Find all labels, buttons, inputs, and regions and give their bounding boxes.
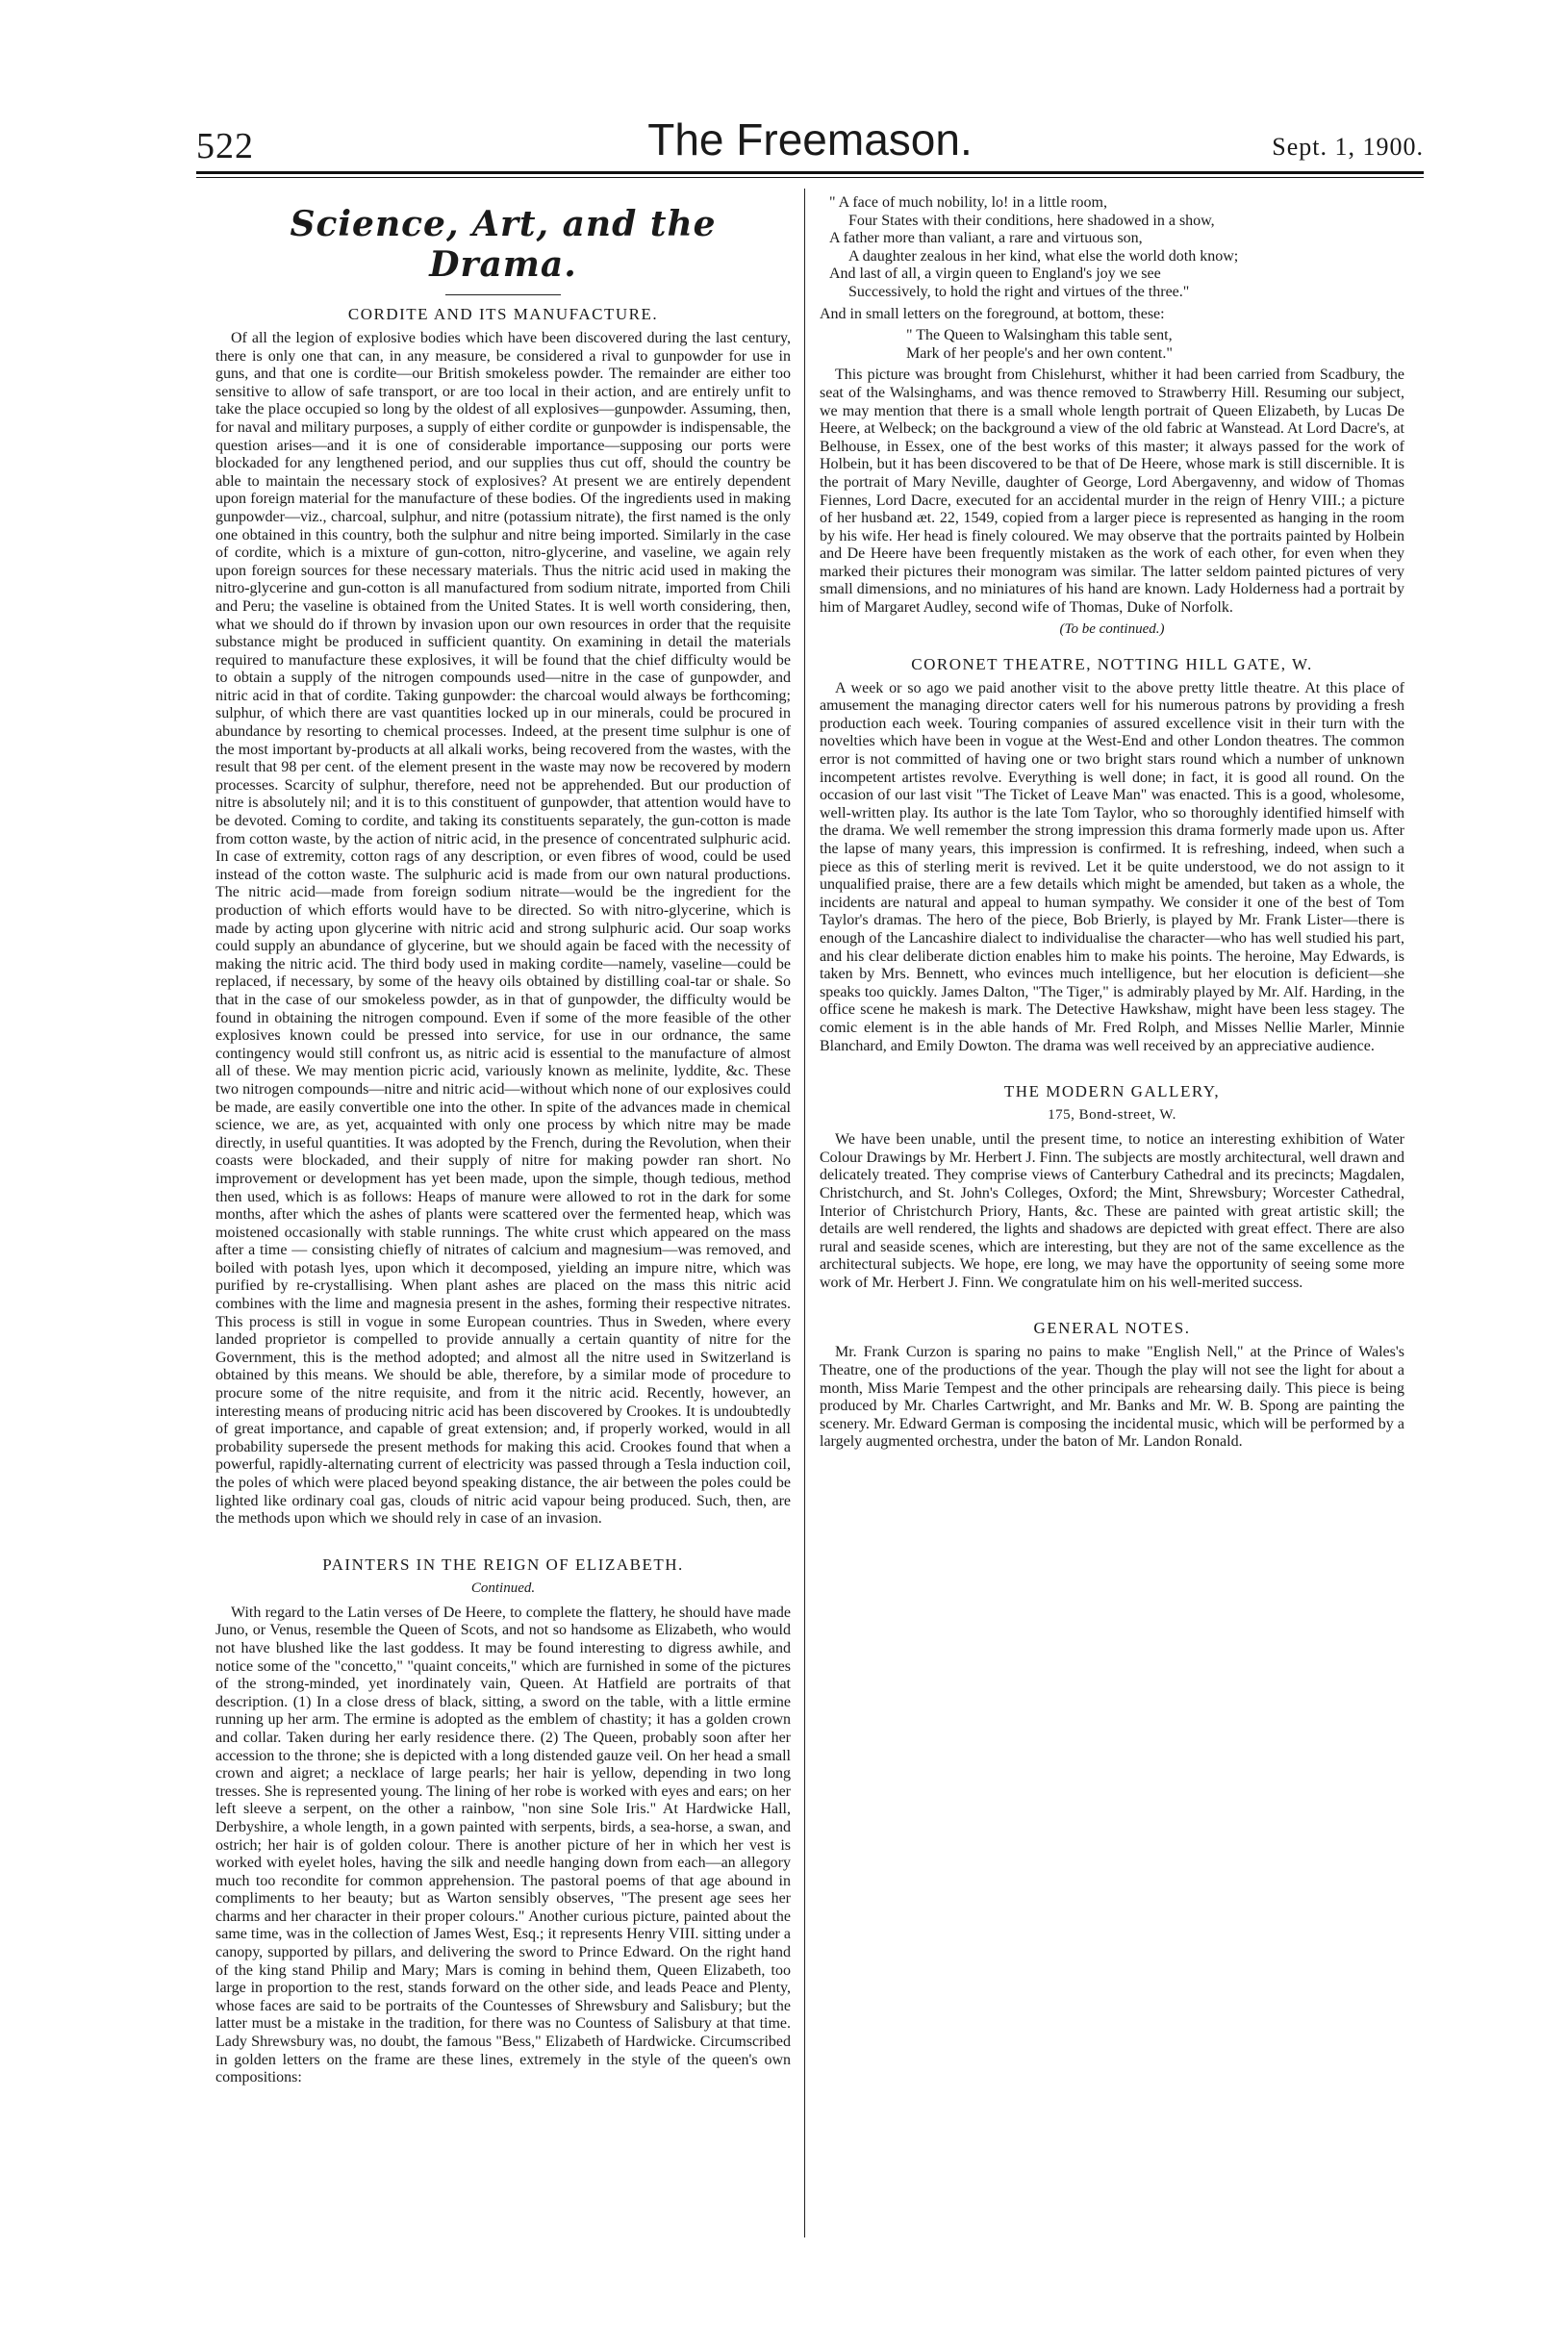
cordite-paragraph: Of all the legion of explosive bodies which have been discovered during the last century, there is only one that can, in any measure, be considered a rival to gunpowder for use in guns, and that one is cordite—our British smokeless powder. The remainder are either too sensitive to allow of safe transport, or are too local in their action, and are entirely unfit to take the place occupied so long by the oldest of all explosives—gunpowder. Assuming, then, for naval and military purposes, a supply of either cordite or gunpowder is indispensable, the question arises—and it is one of considerable importance—supposing our ports were blockaded for any lengthened period, and our supplies thus cut off, should the country be able to maintain the necessary stock of explosives? At present we are entirely dependent upon foreign material for the manufacture of these bodies. Of the ingredients used in making gunpowder—viz., charcoal, sulphur, and nitre (potassium nitrate), the first named is the only one obtained in this country, both the sulphur and nitre being imported. Similarly in the case of cordite, which is a mixture of gun-cotton, nitro-glycerine, and vaseline, we again rely upon foreign sources for these necessary materials. Thus the nitric acid used in making the nitro-glycerine and gun-cotton is all manufactured from sodium nitrate, imported from Chili and Peru; the vaseline is obtained from the United States. It is well worth considering, then, what we should do if thrown by invasion upon our own resources in order that the requisite substance might be produced in sufficient quantity. On examining in detail the materials required to manufacture these explosives, it will be found that the chief difficulty would be to obtain a supply of the nitrogen compounds used—nitre in the case of gunpowder, and nitric acid in that of cordite. Taking gunpowder: the charcoal would always be forthcoming; sulphur, of which there are vast quantities locked up in our minerals, could be procured in abundance by resorting to chemical processes. Indeed, at the present time sulphur is one of the most important by-products at all alkali works, being recovered from the wastes, with the result that 98 per cent. of the element present in the waste may now be recovered by modern processes. Scarcity of sulphur, therefore, need not be apprehended. But our production of nitre is absolutely nil; and it is to this constituent of gunpowder, that attention would have to be devoted. Coming to cordite, and taking its constituents separately, the gun-cotton is made from cotton waste, by the action of nitric acid, in the presence of concentrated sulphuric acid. In case of extremity, cotton rags of any description, or even fibres of wood, could be used instead of the cotton waste. The sulphuric acid is made from our own natural productions. The nitric acid—made from foreign sodium nitrate—would be the ingredient for the production of which efforts would have to be directed. So with nitro-glycerine, which is made by acting upon glycerine with nitric acid and strong sulphuric acid. Our soap works could supply an abundance of glycerine, but we should again be faced with the necessity of making the nitric acid. The third body used in making cordite—namely, vaseline—could be replaced, if necessary, by some of the heavy oils obtained by distilling coal-tar or shale. So that in the case of our smokeless powder, as in that of gunpowder, the difficulty would be found in obtaining the nitrogen compound. Even if some of the more feasible of the other explosives known could be pressed into service, for use in our ordnance, the same contingency would still confront us, as nitric acid is essential to the manufacture of almost all of these. We may mention picric acid, variously known as melinite, lyddite, &c. These two nitrogen compounds—nitre and nitric acid—without which none of our explosives could be made, are easily convertible one into the other. In spite of the advances made in chemical science, we are, as yet, acquainted with only one process by which nitre may be made directly, in useful quantities. It was adopted by the French, during the Revolution, when their coasts were blockaded, and their supply of nitre for making powder ran short. No improvement or development has yet been made, upon the simple, though tedious, method then used, which is as follows: Heaps of manure were allowed to rot in the dark for some months, after which the ashes of plants were scattered over the fermented heap, which was moistened occasionally with stable runnings. The white crust which appeared on the mass after a time — consisting chiefly of nitrates of calcium and magnesium—was removed, and boiled with potash lyes, upon which it decomposed, yielding an impure nitre, which was purified by re-crystallising. When plant ashes are placed on the mass this nitric acid combines with the lime and magnesia present in the ashes, forming their respective nitrates. This process is still in vogue in some European countries. Thus in Sweden, where every landed proprietor is compelled to provide annually a certain quantity of nitre for the Government, this is the method adopted; and almost all the nitre used in Switzerland is obtained by this means. We should be able, therefore, by a similar mode of procedure to procure some of the nitre requisite, and from it the nitric acid. Recently, however, an interesting means of producing nitric acid has been discovered by Crookes. It is undoubtedly of great importance, and capable of great extension; and, if properly worked, would in all probability supersede the present methods for making this acid. Crookes found that when a powerful, rapidly-alternating current of electricity was passed through a Tesla induction coil, the poles of which were placed beyond speaking distance, the air between the poles could be lighted like ordinary coal gas, clouds of nitric acid vapour being produced. Such, then, are the methods upon which we should rely in case of an invasion.	[215, 330, 791, 1528]
frame-verse	[820, 194, 1404, 302]
verse-line: Mark of her people's and her own content."	[906, 344, 1173, 362]
verse-line: A father more than valiant, a rare and virtuous son,	[829, 230, 1143, 247]
coronet-heading: CORONET THEATRE, NOTTING HILL GATE, W.	[911, 654, 1313, 673]
verse-line: A daughter zealous in her kind, what else the world doth know;	[848, 247, 1239, 265]
notes-paragraph: Mr. Frank Curzon is sparing no pains to make "English Nell," at the Prince of Wales's Theatre, one of the productions of the year. Though the play will not see the light for about a month, Miss Marie Tempest and the other principals are rehearsing daily. This piece is being produced by Mr. Charles Cartwright, and Mr. Banks and Mr. W. B. Spong are painting the scenery. Mr. Edward German is composing the incidental music, which will be performed by a largely augmented orchestra, under the baton of Mr. Landon Ronald.	[820, 1344, 1404, 1451]
notes-heading: GENERAL NOTES.	[1033, 1319, 1191, 1338]
issue-date: Sept. 1, 1900.	[1272, 133, 1424, 161]
column-divider	[804, 189, 805, 2237]
foreground-intro: And in small letters on the foreground, at bottom, these:	[820, 305, 1165, 322]
page-number: 522	[196, 126, 254, 166]
verse-line: Successively, to hold the right and virtues of the three."	[848, 283, 1190, 300]
right-column	[820, 190, 1404, 2239]
painters-heading: PAINTERS IN THE REIGN OF ELIZABETH.	[322, 1555, 684, 1574]
spacer	[820, 1055, 1404, 1076]
painters-paragraph: With regard to the Latin verses of De Heere, to complete the flattery, he should have made Juno, or Venus, resemble the Queen of Scots, and not so handsome as Elizabeth, who would not have blushed like the last goddess. It may be found interesting to digress awhile, and notice some of the "concetto," "quaint conceits," which are furnished in some of the pictures of the strong-minded, yet inordinately vain, Queen. At Hatfield are portraits of that description. (1) In a close dress of black, sitting, a sword on the table, with a little ermine running up her arm. The ermine is adopted as the emblem of chastity; it has a golden crown and collar. Taken during her early residence there. (2) The Queen, probably soon after her accession to the throne; she is depicted with a long distended gauze veil. On her head a small crown and aigret; a necklace of large pearls; her hair is yellow, depending in two long tresses. She is represented young. The lining of her robe is worked with eyes and ears; on her left sleeve a serpent, on the other a rainbow, "non sine Sole Iris." At Hardwicke Hall, Derbyshire, a whole length, in a gown painted with serpents, birds, a sea-horse, a swan, and ostrich; her hair is of golden colour. There is another picture of her in which her vest is worked with eyelet holes, having the silk and needle hanging down from each—an allegory much too recondite for common apprehension. The pastoral poems of that age abound in compliments to her beauty; but as Warton sensibly observes, "The present age sees her charms and her character in their proper colours." Another curious picture, painted about the same time, was in the collection of James West, Esq.; it represents Henry VIII. sitting under a canopy, supported by pillars, and delivering the sword to Prince Edward. On the right hand of the king stand Philip and Mary; Mars is coming in behind them, Queen Elizabeth, too large in proportion to the rest, stands forward on the other side, and leads Peace and Plenty, whose faces are said to be portraits of the Countesses of Shrewsbury and Salisbury; but the latter must be a mistake in the tradition, for there was no Countess of Salisbury at that time. Lady Shrewsbury was, no doubt, the famous "Bess," Elizabeth of Hardwicke. Circumscribed in golden letters on the frame are these lines, extremely in the style of the queen's own compositions:	[215, 1604, 791, 2086]
verse-line: Four States with their conditions, here shadowed in a show,	[848, 212, 1215, 229]
newspaper-title: The Freemason.	[647, 114, 973, 164]
foreground-verse	[820, 327, 1404, 363]
verse-line: " A face of much nobility, lo! in a little room,	[829, 194, 1107, 211]
to-be-continued: (To be continued.)	[1059, 620, 1165, 637]
section-title: Science, Art, and the Drama.	[290, 204, 717, 285]
masthead-rule-thin	[196, 177, 1424, 178]
gallery-paragraph: We have been unable, until the present time, to notice an interesting exhibition of Water Colour Drawings by Mr. Herbert J. Finn. The subjects are mostly architectural, well drawn and delicately treated. They comprise views of Canterbury Cathedral and its precincts; Magdalen, Christchurch, and St. John's Colleges, Oxford; the Mint, Shrewsbury; Worcester Cathedral, Interior of Christchurch Priory, Hants, &c. These are painted with great artistic skill; the details are well rendered, the lights and shadows are depicted with great effect. There are also rural and seaside scenes, which are interesting, but they are not of the same excellence as the architectural subjects. We hope, ere long, we may have the opportunity of seeing some more work of Mr. Herbert J. Finn. We congratulate him on his well-merited success.	[820, 1131, 1404, 1291]
masthead-rule-thick	[196, 171, 1424, 174]
masthead	[196, 114, 1424, 167]
verse-line: " The Queen to Walsingham this table sent,	[906, 327, 1173, 344]
painters-subheading: Continued.	[470, 1580, 536, 1596]
title-rule	[445, 294, 561, 295]
cordite-heading: CORDITE AND ITS MANUFACTURE.	[347, 305, 659, 323]
left-column	[215, 190, 791, 2239]
coronet-paragraph: A week or so ago we paid another visit to the above pretty little theatre. At this place of amusement the managing director caters well for his numerous patrons by providing a fresh production each week. Touring companies of assured excellence visit in their turn with the novelties which have been in vogue at the West-End and other London theatres. The common error is not committed of having one or two bright stars round which a number of unknown incompetent artistes revolve. Everything is well done; in fact, it is good all round. On the occasion of our last visit "The Ticket of Leave Man" was enacted. This is a good, wholesome, well-written play. Its author is the late Tom Taylor, who so thoroughly identified himself with the drama. We well remember the strong impression this drama formerly made upon us. After the lapse of many years, this impression is confirmed. It is refreshing, indeed, when such a piece as this of sterling merit is revived. Let it be quite understood, we do not assign to it unqualified praise, there are a few details which might be amended, but taken as a whole, the incidents are natural and appeal to human sympathy. We consider it one of the best of Tom Taylor's dramas. The hero of the piece, Bob Brierly, is played by Mr. Frank Lister—there is enough of the Lancashire dialect to individualise the character—who has well studied his part, and his clear deliberate diction enables him to make his points. The heroine, May Edwards, is taken by Mrs. Bennett, who evinces much intelligence, but her elocution is deficient—she speaks too quickly. James Dalton, "The Tiger," is admirably played by Mr. Alf. Harding, in the office scene he makesh is mark. The Detective Hawkshaw, might have been less stagey. The comic element is in the able hands of Mr. Fred Rolph, and Misses Nellie Marler, Minnie Blanchard, and Emily Dowton. The drama was well received by an appreciative audience.	[820, 679, 1404, 1054]
painters-closing-paragraph: This picture was brought from Chislehurst, whither it had been carried from Scadbury, the seat of the Walsinghams, and was thence removed to Strawberry Hill. Resuming our subject, we may mention that there is a small whole length portrait of Queen Elizabeth, by Lucas De Heere, at Welbeck; on the background a view of the old fabric at Wanstead. At Lord Dacre's, at Belhouse, in Essex, one of the best works of this master; it always passed for the work of Holbein, but it has been discovered to be that of De Heere, whose mark is still discernible. It is the portrait of Mary Neville, daughter of George, Lord Abergavenny, and widow of Thomas Fiennes, Lord Dacre, executed for an accidental murder in the reign of Henry VIII.; a picture of her husband æt. 22, 1549, copied from a larger piece is represented as hanging in the room by his wife. Her head is finely coloured. We may observe that the portraits painted by Holbein and De Heere have been frequently mistaken as the work of each other, for even when they marked their pictures their monogram was similar. The latter seldom painted pictures of very small dimensions, and no miniatures of his hand are known. Lady Holderness had a portrait by him of Margaret Audley, second wife of Thomas, Duke of Norfolk.	[820, 367, 1404, 617]
verse-line: And last of all, a virgin queen to England's joy we see	[829, 265, 1161, 283]
gallery-address: 175, Bond-street, W.	[1048, 1107, 1176, 1124]
spacer	[820, 1292, 1404, 1313]
gallery-heading: THE MODERN GALLERY,	[1003, 1082, 1221, 1101]
spacer	[215, 1529, 791, 1550]
